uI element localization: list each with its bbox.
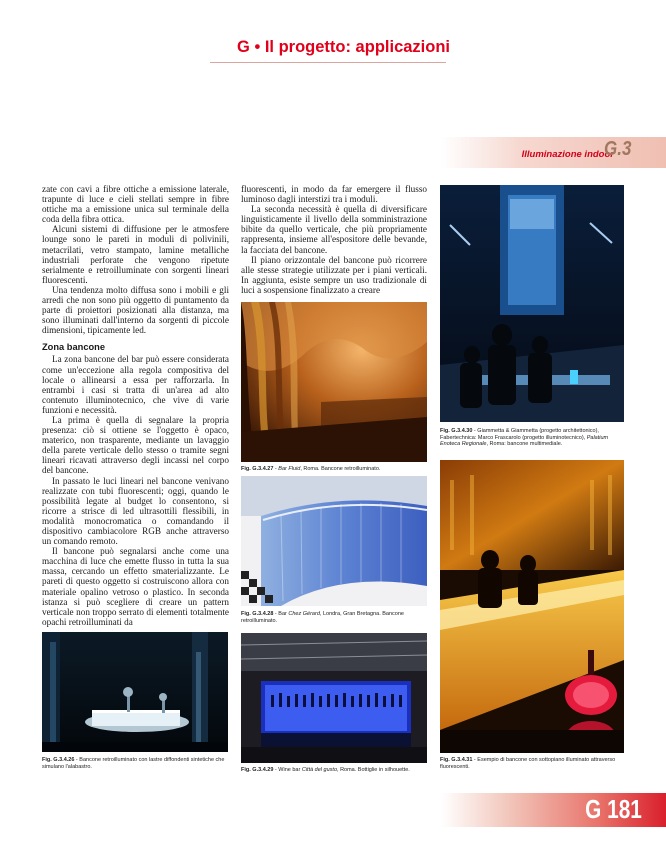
photo-citta-del-gusto	[241, 633, 427, 763]
figure-number: Fig. G.3.4.31	[440, 757, 473, 763]
paragraph: zate con cavi a fibre ottiche a emissione laterale, trapunte di luce e cieli stellati sempre in fibre ottiche ma a emissione unica sul terminale della coda della fibra ottica.	[42, 184, 229, 225]
paragraph: La zona bancone del bar può essere considerata come un'eccezione alla regola compositiva del locale o allinearsi a essa per rafforzarla. In entrambi i casi si tratta di un'area ad alto contenuto illuminotecnico, che vive di varie funzioni e necessità.	[42, 354, 229, 415]
caption-text: , Londra, Gran Bretagna. Bancone retroilluminato.	[241, 611, 404, 624]
photo-bar-fluid	[241, 302, 427, 462]
paragraph: Una tendenza molto diffusa sono i mobili e gli arredi che non sono più oggetto di puntamento da parte di proiettori posizionati alla distanza, ma sono illuminati dall'interno da sorgenti di piccole dimensioni, tipicamente led.	[42, 284, 229, 336]
paragraph: In passato le luci lineari nel bancone venivano realizzate con tubi fluorescenti; oggi, quando le possibilità legate al budget lo consentono, si ricorre a strisce di led ultrasottili flessibili, in modalità monocromatica o comandando il dispositivo cambiacolore RGB anche attraverso un comando remoto.	[42, 475, 229, 547]
figure-number: Fig. G.3.4.30	[440, 428, 473, 434]
caption-text: , Roma. Bottiglie in silhouette.	[337, 767, 410, 773]
paragraph: La prima è quella di segnalare la propria presenza: ciò si ottiene se l'oggetto è opaco, materico, non trasparente, mediante un lavaggio della parete verticale dello stesso o tramite segni lineari ricavati attraverso degli incassi nel corpo del bancone.	[42, 414, 229, 476]
figure-caption	[440, 757, 626, 770]
header-rule	[210, 62, 446, 63]
photo-chez-gerard	[241, 476, 427, 606]
caption-text: - Giammetta & Giammetta (progetto architettonico), Fabertechnica: Marco Frascarolo (progetto illuminotecnico),	[440, 428, 599, 441]
paragraph: Il bancone può segnalarsi anche come una macchina di luce che emette flusso in tutta la sua massa, cercando un effetto smaterializzante. Le pareti di questo oggetto si costruiscono allora con materiale opalino vetroso o plastico. In seconda istanza si può scegliere di creare un pattern verticale non troppo serrato di elementi totalmente opachi retroilluminati da	[42, 546, 229, 627]
figure-caption	[241, 611, 427, 624]
venue-name: Città del gusto	[301, 767, 338, 773]
page-number: G 181	[585, 794, 642, 824]
venue-name: Bar Fluid	[278, 466, 301, 472]
figure-caption	[440, 428, 626, 448]
figure-number: Fig. G.3.4.26	[42, 757, 75, 763]
caption-text: - Bancone retroilluminato con lastre diffondenti sintetiche che simulano l'alabastro.	[42, 757, 225, 770]
venue-name: Palatium Enoteca Regionale	[440, 434, 609, 448]
figure-caption	[42, 757, 228, 770]
figure-caption	[241, 767, 427, 774]
section-heading: Zona bancone	[42, 342, 106, 353]
figure-number: Fig. G.3.4.27	[241, 466, 274, 472]
chapter-title: G • Il progetto: applicazioni	[237, 38, 450, 56]
section-code: G.3	[604, 138, 632, 160]
photo-backlit-counter	[42, 632, 228, 752]
venue-name: Chez Gérard	[288, 611, 320, 617]
caption-text: , Roma. Bancone retroilluminato.	[300, 466, 381, 472]
figure-number: Fig. G.3.4.29	[241, 767, 274, 773]
caption-text: - Esempio di bancone con sottopiano illuminato attraverso fluorescenti.	[440, 757, 616, 770]
caption-text: -	[273, 466, 279, 472]
text-column-1	[42, 184, 229, 627]
caption-text: , Roma: bancone multimediale.	[486, 441, 563, 448]
paragraph: fluorescenti, in modo da far emergere il flusso luminoso dagli interstizi tra i moduli.	[241, 184, 427, 205]
caption-text: - Wine bar	[273, 767, 302, 773]
text-column-2	[241, 184, 427, 295]
paragraph: Il piano orizzontale del bancone può ricorrere alle stesse strategie utilizzate per i piani verticali. In aggiunta, esiste sempre un uso tradizionale di luci a sospensione finalizzato a creare	[241, 254, 427, 295]
section-label: Illuminazione indoor	[521, 149, 614, 160]
figure-caption	[241, 466, 427, 473]
caption-text: - Bar	[273, 611, 289, 617]
photo-underlit-counter	[440, 460, 624, 753]
paragraph: La seconda necessità è quella di diversificare linguisticamente il livello della somministrazione bibite da quello verticale, che più propriamente rappresenta, insieme all'espositore delle bevande, la facciata del bancone.	[241, 204, 427, 255]
figure-number: Fig. G.3.4.28	[241, 611, 274, 617]
photo-palatium-enoteca	[440, 185, 624, 422]
paragraph: Alcuni sistemi di diffusione per le atmosfere lounge sono le pareti in moduli di polivinili, metacrilati, vetro stampato, lamine metalliche industriali perforate che vengono ripetute serialmente e retroilluminate con sorgenti lineari fluorescenti.	[42, 224, 229, 285]
